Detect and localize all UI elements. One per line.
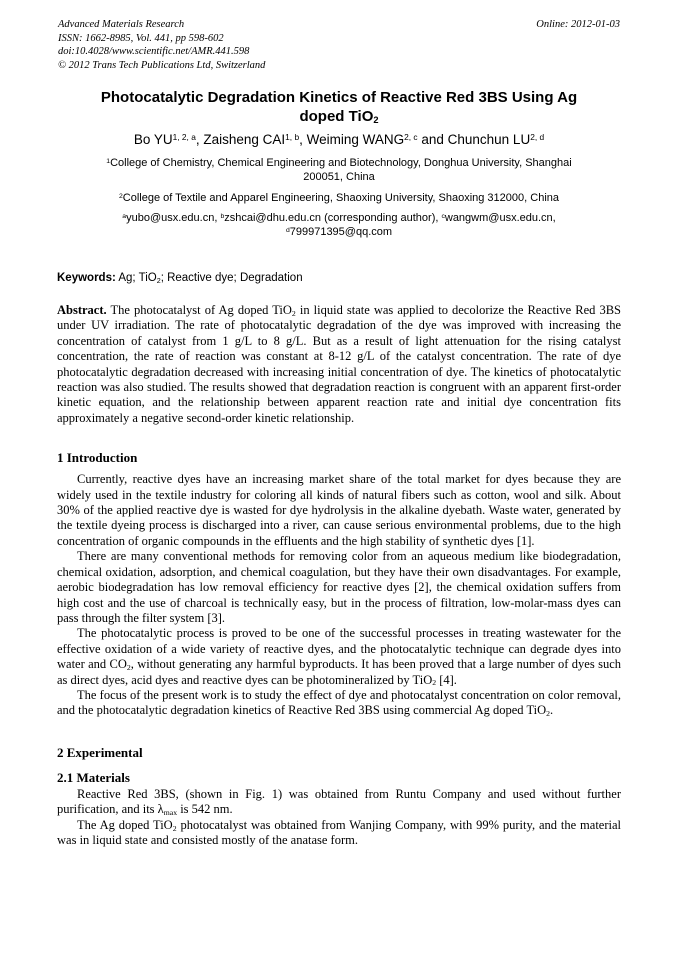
paper-title-line1: Photocatalytic Degradation Kinetics of Reactive Red 3BS Using Ag [100,89,578,106]
intro-paragraph-2: There are many conventional methods for removing color from an aqueous medium like biodegradation, chemical oxidation, adsorption, and chemical coagulation, but they have their own disadvantages. For example, aerobic biodegradation has low removal efficiency for reactive dyes [2], the chemical oxidation suffers from high cost and the use of charcoal is technically easy, but in the process of filtration, low-molar-mass dyes can pass through the filter system [3]. [57,549,621,625]
paper-body [0,88,678,848]
paper-title-line2: doped TiO2 [299,108,379,126]
abstract-paragraph: Abstract. The photocatalyst of Ag doped TiO2 in liquid state was applied to decolorize the Reactive Red 3BS under UV irradiation. The rate of photocatalytic degradation of the dye was improved with increasing the concentration of catalyst from 1 g/L to 8 g/L. But as a result of light attenuation for the rising catalyst concentration, the rate of reaction was constant at 8-12 g/L of the catalyst concentration. The rate of dye photocatalytic degradation decreased with increasing initial concentration of dye. The kinetics of photocatalytic reaction was also studied. The results showed that degradation reaction is congruent with an apparent first-order kinetic equation, and the relationship between apparent reaction rate and initial dye concentration fits approximately a negative second-order kinetic relationship. [57,303,621,425]
journal-name: Advanced Materials Research [58,19,185,30]
author-emails: $^a$yubo@usx.edu.cn, $^b$zshcai@dhu.edu.cn (corresponding author), $^c$wangwm@usx.edu.cn, $^d$799971395@qq.com [122,212,556,238]
materials-paragraph-2: The Ag doped TiO2 photocatalyst was obtained from Wanjing Company, with 99% purity, and the material was in liquid state and consisted mostly of the anatase form. [57,817,621,847]
intro-paragraph-4: The focus of the present work is to study the effect of dye and photocatalyst concentration on color removal, and the photocatalytic degradation kinetics of Reactive Red 3BS using commercial Ag doped TiO2. [57,687,621,719]
paper-title [57,88,621,126]
section-heading-experimental: 2 Experimental [57,744,143,760]
affiliation-2: $^2$College of Textile and Apparel Engineering, Shaoxing University, Shaoxing 312000, China [118,192,559,204]
section-heading-introduction: 1 Introduction [57,450,138,466]
journal-header [0,0,678,72]
intro-paragraph-3: The photocatalytic process is proved to be one of the successful processes in treating wastewater for the effective oxidation of a wide variety of reactive dyes, and the photocatalytic technique can degrade dyes into water and CO2, without generating any harmful byproducts. It has been proved that a large number of dyes such as direct dyes, acid dyes and reactive dyes can be photomineralized by TiO2 [4]. [57,626,621,688]
doi-line: doi:10.4028/www.scientific.net/AMR.441.598 [58,46,250,57]
intro-paragraph-1: Currently, reactive dyes have an increasing market share of the total market for dyes because they are widely used in the textile industry for coloring all kinds of natural fibers such as cotton, wool and silk. About 30% of the applied reactive dye is wasted for dye hydrolysis in the alkaline dyebath. Waste water, generated by the textile dyeing process is discharged into a river, can cause serious environmental problems, due to the high concentration of organic compounds in the effluents and the high stability of synthetic dyes [1]. [57,472,621,548]
issn-volume-pages: ISSN: 1662-8985, Vol. 441, pp 598-602 [58,32,224,44]
online-date: Online: 2012-01-03 [536,19,620,30]
affiliation-1: $^1$College of Chemistry, Chemical Engineering and Biotechnology, Donghua University, Shanghai 200051, China [106,157,572,183]
journal-header-left [58,18,265,72]
subsection-heading-materials: 2.1 Materials [57,769,130,785]
authors-line: Bo YU$^{1, 2, a}$, Zaisheng CAI$^{1, b}$, Weiming WANG$^{2, c}$ and Chunchun LU$^{2, d}$ [133,132,545,147]
materials-paragraph-1: Reactive Red 3BS, (shown in Fig. 1) was obtained from Runtu Company and used without further purification, and its λmax is 542 nm. [57,786,621,818]
copyright-line: © 2012 Trans Tech Publications Ltd, Switzerland [58,59,266,71]
keywords-line: Keywords: Ag; TiO2; Reactive dye; Degradation [57,272,303,285]
